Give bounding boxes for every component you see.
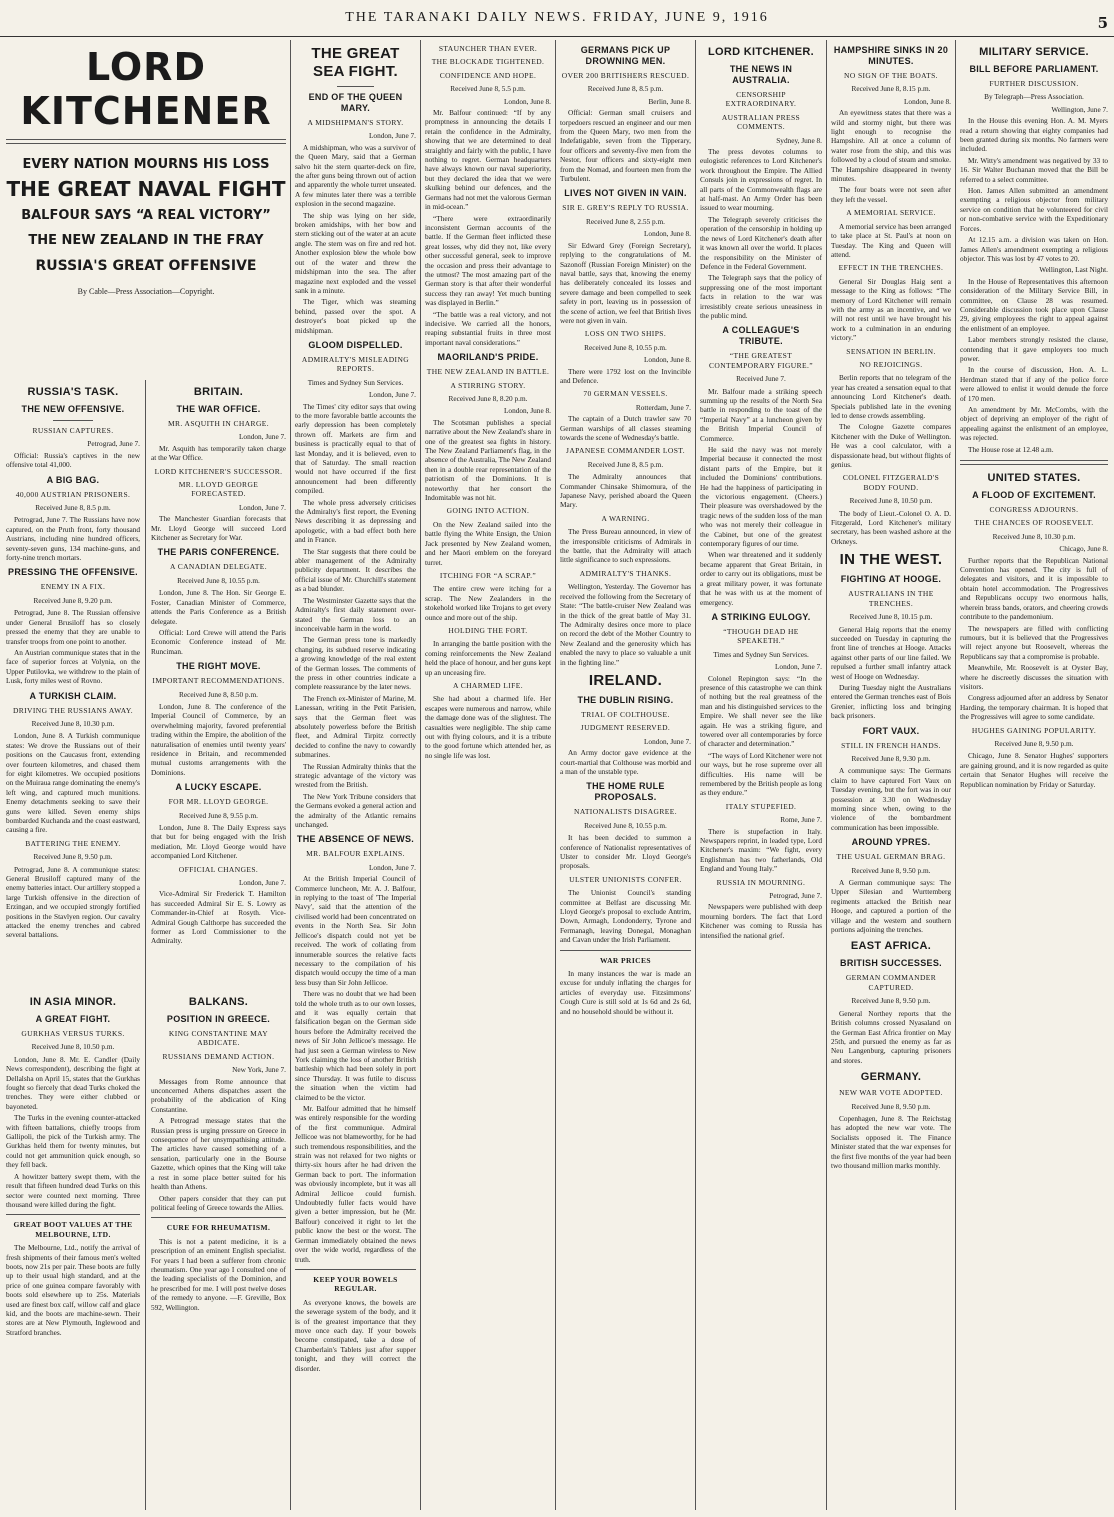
received-line: Received June 8, 9.30 p.m. (851, 753, 931, 763)
article-subhead: THE HOME RULE PROPOSALS. (586, 781, 665, 803)
paragraph: The Westminster Gazette says that the Admiralty's first daily statement over-stated the German loss to an inconceivable harm in the world. (295, 595, 416, 633)
paragraph: The Manchester Guardian forecasts that Mr. Lloyd George will succeed Lord Kitchener as Secretary for War. (151, 514, 286, 543)
received-line: Received June 8, 9.50 p.m. (994, 738, 1074, 748)
paragraph: Colonel Repington says: “In the presence of this catastrophe we can think of nothing but the real greatness of the man and his distinguished services to the Empire. We shall never see the like again. He was a striking figure, and towered over all contemporaries by force of character and determination.” (700, 673, 822, 749)
paragraph: General Haig reports that the enemy succeeded on Tuesday in capturing the front line of trenches at Hooge. Attacks against other parts of our line failed. We repulsed a further small infantry attack west of Hooge on Wednesday. (831, 624, 951, 681)
divider (6, 1214, 140, 1215)
paragraph: A Petrograd message states that the Russian press is urging pressure on Greece in consequence of her unsympathising attitude. The articles have caused something of a sensation, particularly one in the Bourse Gazette, which opines that the King will take a rest in some place better suited for his health than Athens. (151, 1116, 286, 1192)
section-label: FURTHER DISCUSSION. (989, 79, 1079, 88)
paragraph: The Telegraph says that the policy of suppressing one of the most important facts in relation to the war was irresistibly create serious uneasiness in the public mind. (700, 273, 822, 320)
paragraph: There was no doubt that we had been told the whole truth as to our own losses, and it was equally certain that falsification began on the German side hours before the Admiralty received the news of Sir John Jellicoe's message. He had just seen a German wireless to New York claiming the loss of another British battleship which had been solely in port since Thursday. It was futile to discuss the situation when the victim had claimed to be the victor. (295, 989, 416, 1102)
paragraph: The captain of a Dutch trawler saw 70 German warships of all classes steaming towards the scene of Wednesday's battle. (560, 414, 691, 442)
paragraph: An Army doctor gave evidence at the court-martial that Colthouse was morbid and a man of the unstable type. (560, 748, 691, 776)
paragraph: Petrograd, June 8. A communique states: General Brusiloff captured many of the enemy batteries intact. Our artillery stopped a large Turkish offensive in the direction of Erzingan, and we occupied strongly fortified positions in the Stavlyen region. Our cavalry attacked the enemy trenches and cabred several battalions. (6, 864, 140, 940)
received-line: Received June 8, 9.20 p.m. (33, 595, 113, 605)
article-headline: THE GREAT SEA FIGHT. (311, 45, 400, 80)
section-label: CONFIDENCE AND HOPE. (439, 70, 537, 80)
dateline: Wellington, Last Night. (1039, 265, 1108, 275)
masthead-title: THE TARANAKI DAILY NEWS. FRIDAY, JUNE 9, 1916 (345, 10, 769, 25)
paragraph: London, June 8. The Hon. Sir George E. Foster, Canadian Minister of Commerce, attends the Paris Conference as a British delegate. (151, 588, 286, 626)
paragraph: She had about a charmed life. Her escapes were numerous and narrow, while the damage done was of the slightest. The casualties were negligible. The ship came out with flying colours, and it is a tribute to the good fortune which attended her, as no single life was lost. (425, 694, 551, 760)
advert-heading: KEEP YOUR BOWELS REGULAR. (313, 1274, 398, 1294)
paragraph: In the House this evening Hon. A. M. Myers read a return showing that eighty companies had been granted during six months. No farmers were included. (960, 116, 1108, 154)
dateline: Chicago, June 8. (1059, 544, 1108, 554)
article-subhead: THE DUBLIN RISING. (577, 694, 674, 705)
article-subhead: THE ABSENCE OF NEWS. (296, 834, 415, 845)
received-line: By Telegraph—Press Association. (984, 92, 1084, 102)
section-label: LORD KITCHENER'S SUCCESSOR. (154, 466, 283, 476)
received-line: Times and Sydney Sun Services. (713, 649, 809, 659)
dateline: London, June 7. (368, 390, 416, 400)
section-label: ADMIRALTY'S MISLEADING REPORTS. (301, 354, 410, 374)
section-label: GURKHAS VERSUS TURKS. (21, 1029, 125, 1038)
paragraph: Congress adjourned after an address by Senator Harding, the temporary chairman. It is hoped that the Progressives will agree to some candidate. (960, 693, 1108, 722)
paragraph: The Admiralty announces that Commander Chinsake Shimomura, of the Japanese Navy, perished aboard the Queen Mary. (560, 472, 691, 510)
section-label: OVER 200 BRITISHERS RESCUED. (561, 71, 690, 80)
article-headline: RUSSIA'S TASK. (27, 386, 119, 398)
paragraph: The Unionist Council's standing committee at Belfast are discussing Mr. Lloyd George's proposal to exclude Antrim, Down, Armagh, Londonderry, Tyrone and Fermanagh, leaving Donegal, Monaghan and Cavan under the Irish Parliament. (560, 888, 691, 945)
paragraph: The House rose at 12.48 a.m. (968, 444, 1054, 454)
paragraph: “There were extraordinarily inconsistent German accounts of the battle. If the German fleet inflicted these great losses, why did they not, like every other successful general, seek to improve the occasion and press their advantage to the utmost? The most amazing part of the German story is that after their wonderful success they ran away! Yet much bunting was displayed in Berlin.” (425, 213, 551, 308)
section-label: BATTERING THE ENEMY. (25, 838, 121, 848)
article-headline: IRELAND. (588, 671, 663, 689)
article-subhead: BILL BEFORE PARLIAMENT. (969, 64, 1099, 74)
received-line: Received June 8, 9.50 p.m. (851, 1101, 931, 1111)
divider (6, 139, 286, 144)
dateline: London, June 8. (503, 96, 551, 106)
article-russias-task (6, 380, 140, 980)
section-label: NO SIGN OF THE BOATS. (844, 71, 938, 80)
article-subhead: BRITISH SUCCESSES. (840, 958, 942, 969)
paragraph: The Tiger, which was steaming behind, passed over the spot. A destroyer's boat picked up the midshipman. (295, 297, 416, 335)
paragraph: A memorial service has been arranged to take place at St. Paul's at noon on Tuesday. The King and Queen will attend. (831, 221, 951, 259)
article-subhead: MAORILAND'S PRIDE. (437, 352, 539, 363)
article-subhead: AROUND YPRES. (851, 837, 931, 848)
article-balkans (151, 990, 286, 1510)
article-lord-kitchener (700, 40, 822, 1510)
received-line: Received June 8, 8.15 p.m. (851, 84, 931, 94)
paragraph: There were 1792 lost on the Invincible and Defence. (560, 366, 691, 385)
dateline: London, June 8. (643, 355, 691, 365)
received-line: Received June 8, 8.5 p.m. (587, 84, 664, 94)
paragraph: It has been decided to summon a conference of Nationalist representatives of Ulster to consider Mr. Lloyd George's proposals. (560, 833, 691, 871)
paragraph: Meanwhile, Mr. Roosevelt is at Oyster Bay, where he discreetly discusses the situation with visitors. (960, 663, 1108, 691)
section-label: AUSTRALIAN PRESS COMMENTS. (721, 112, 801, 132)
paragraph: In arranging the battle position with the coming reinforcements the New Zealand held the place of honour, and her guns kept up an unceasing fire. (425, 639, 551, 677)
section-label: DRIVING THE RUSSIANS AWAY. (12, 705, 134, 715)
paragraph: He said the navy was not merely Imperial because it connected the most distant parts of the Empire, but it included the Dominions' contributions. He had the happiness of participating in the victorious engagement. (Cheers.) Their pleasure was overshadowed by the tragic news of the sudden loss of the man who was not merely their colleague in the Cabinet, but one of the greatest contemporary figures of our time. (700, 445, 822, 549)
received-line: Received June 8, 10.55 p.m. (584, 342, 667, 352)
paragraph: Official: Lord Crewe will attend the Paris Economic Conference instead of Mr. Runciman. (151, 627, 286, 656)
paragraph: The newspapers are filled with conflicting rumours, but it is believed that the Progressives will reject anyone but Roosevelt, whereas the Republicans say that a compromise is probable. (960, 623, 1108, 661)
article-subhead: THE RIGHT MOVE. (176, 661, 261, 672)
paragraph: The Star suggests that there could be abler management of the Admiralty publicity department. It describes the official issue of Mr. Churchill's statement as a bad blunder. (295, 546, 416, 594)
article-subhead: END OF THE QUEEN MARY. (308, 92, 403, 113)
section-label: A CANADIAN DELEGATE. (170, 562, 267, 572)
paragraph: Petrograd, June 7. The Russians have now captured, on the Pruth front, forty thousand Austrians, including nine hundred officers, seventy-seven guns, 134 machine-guns, and forty-nine trench mortars. (6, 515, 140, 563)
paragraph: Petrograd, June 8. The Russian offensive under General Brusiloff has so closely pressed the enemy that they are unable to transfer troops from one point to another. (6, 608, 140, 646)
article-asia-minor (6, 990, 140, 1510)
section-label: LOSS ON TWO SHIPS. (584, 329, 667, 339)
article-subhead: FORT VAUX. (862, 725, 920, 736)
article-subhead: A GREAT FIGHT. (35, 1014, 111, 1024)
section-label: THE BLOCKADE TIGHTENED. (431, 57, 545, 67)
paragraph: At the British Imperial Council of Commerce luncheon, Mr. A. J. Balfour, in replying to the toast of 'The Imperial Navy', said that the attention of the civilised world had been concentrated on events in the North Sea. Sir John Jellicoe's dispatch could not yet be received. The work of collating from innumerable sources the relative facts necessary to the compilation of his dispatch would occupy the time of a man less busy than Sir John Jellicoe. (295, 874, 416, 987)
section-label: RUSSIA IN MOURNING. (716, 877, 806, 887)
section-label: EFFECT IN THE TRENCHES. (838, 263, 944, 273)
dateline: Berlin, June 8. (648, 96, 691, 106)
section-label: IMPORTANT RECOMMENDATIONS. (152, 676, 285, 686)
article-subhead: THE NEW OFFENSIVE. (21, 404, 125, 414)
paragraph: At 12.15 a.m. a division was taken on Hon. James Allen's amendment exempting a religious objector. This was lost by 47 votes to 20. (960, 235, 1108, 263)
article-subhead: A BIG BAG. (46, 474, 100, 485)
paragraph: Mr. Witty's amendment was negatived by 33 to 16. Sir Walter Buchanan moved that the Bill be referred to a select committee. (960, 155, 1108, 184)
paragraph: The Times' city editor says that owing to the more favorable battle accounts the early depression has been completely thrown off. Markets are firm and business is practically equal to that of last Monday, and it is believed, even to that of Saturday. The small reaction would not have occurred if the first announcement had been differently compiled. (295, 401, 416, 496)
paragraph: A howitzer battery swept them, with the result that fifteen hundred dead Turks on this sector were counted next morning. Three thousand were killed during the fight. (6, 1171, 140, 1209)
section-label: ENEMY IN A FIX. (40, 582, 106, 592)
section-label: “THE GREATEST CONTEMPORARY FIGURE.” (709, 351, 813, 370)
received-line: Received June 8, 8.20 p.m. (448, 394, 528, 403)
banner-headline: LORD KITCHENER (20, 45, 272, 133)
received-line: Received June 7. (736, 374, 786, 384)
dateline: London, June 7. (643, 736, 691, 746)
paragraph: The Scotsman publishes a special narrative about the New Zealand's share in one of the greatest sea fights in history. The New Zealand Parliament's flag, in the absence of the Australia, The New Zealand then in a double rear representation of the patriotism of the Dominions. It is noteworthy that her consort the Indomitable was not hit. (425, 417, 551, 503)
section-label: THE USUAL GERMAN BRAG. (836, 852, 946, 862)
column-rule (290, 40, 291, 1510)
received-line: Received June 8, 9.50 p.m. (33, 852, 113, 862)
paragraph: “The battle was a real victory, and not indecisive. We carried all the honors, reaping substantial fruits in three most important naval considerations.” (425, 309, 551, 347)
dateline: Wellington, June 7. (1051, 104, 1108, 114)
article-headline: UNITED STATES. (987, 472, 1081, 485)
divider (337, 86, 373, 87)
section-label: SENSATION IN BERLIN. (846, 346, 936, 356)
article-staunchter-than-ever (425, 40, 551, 1510)
article-headline: LORD KITCHENER. (708, 46, 814, 58)
article-subhead: GLOOM DISPELLED. (308, 339, 403, 350)
dateline: Rotterdam, June 7. (635, 402, 691, 412)
column-rule (555, 40, 556, 1510)
received-line: Received June 8, 8.5 p.m. (35, 503, 111, 513)
banner-line: BALFOUR SAYS “A REAL VICTORY” (21, 207, 271, 223)
received-line: Received June 8, 2.55 p.m. (585, 216, 666, 226)
dateline: London, June 7. (238, 502, 286, 512)
section-label: KING CONSTANTINE MAY ABDICATE. (168, 1029, 269, 1048)
advert-heading: WAR PRICES (600, 955, 651, 965)
section-label: GOING INTO ACTION. (446, 506, 530, 516)
paragraph: An eyewitness states that there was a wild and stormy night, but there was light enough to recognise the Hampshire. All at once a column of water rose from the ship, and this was followed by a cloud of steam and smoke. The Hampshire disappeared in twenty minutes. (831, 108, 951, 184)
section-label: NATIONALISTS DISAGREE. (574, 807, 677, 817)
paragraph: Hon. James Allen submitted an amendment exempting a religious objector from military service on condition that he volunteered for civil or non-combative service with the Expeditionary Forces. (960, 186, 1108, 233)
paragraph: On the New Zealand sailed into the battle flying the White Ensign, the Union Jack presented by New Zealand women, and her Maori emblem on the foreyard turret. (425, 519, 551, 567)
section-label: HOLDING THE FORT. (448, 625, 528, 635)
section-label: GERMAN COMMANDER CAPTURED. (845, 973, 937, 992)
paragraph: Other papers consider that they can put political feeling of Greece towards the Allies. (151, 1193, 286, 1212)
advert-text: As everyone knows, the bowels are the sewerage system of the body, and it is of the greatest importance that they move once each day. If your bowels become constipated, take a dose of Chamberlain's Tablets just after supper tonight, and they will correct the disorder. (295, 1297, 416, 1373)
article-subhead: A TURKISH CLAIM. (29, 690, 117, 701)
banner-line: THE NEW ZEALAND IN THE FRAY (28, 233, 264, 249)
paragraph: Wellington, Yesterday. The Governor has received the following from the Secretary of State: “The battle-cruiser New Zealand was in the thick of the great battle of May 31. The Admiralty desires once more to place on record the debt of the Mother Country to New Zealand and the generosity which has enabled the navy to place so valuable a unit in the fighting line.” (560, 582, 691, 667)
paragraph: The entire crew were itching for a scrap. The New Zealanders in the stokehold worked like Trojans to get every ounce and more out of the ship. (425, 584, 551, 622)
received-line: Received June 8, 9.55 p.m. (178, 810, 259, 820)
section-label: 40,000 AUSTRIAN PRISONERS. (15, 489, 131, 499)
section-label: HUGHES GAINING POPULARITY. (971, 725, 1097, 735)
section-label: JUDGMENT RESERVED. (580, 723, 671, 733)
section-label: THE NEW ZEALAND IN BATTLE. (426, 367, 550, 377)
section-label: A MEMORIAL SERVICE. (846, 208, 936, 218)
paragraph: The German press tone is markedly changing, its subdued reserve indicating a growing knowledge of the real extent of the German losses. The comments of the press in other countries indicate a complete reassurance by the later news. (295, 635, 416, 692)
article-headline: BRITAIN. (193, 386, 244, 398)
section-label: A WARNING. (601, 513, 650, 523)
paragraph: When war threatened and it suddenly became apparent that Great Britain, in order to carry out its obligations, must be a great military power, it was fortunate that he was with us at the moment of emergency. (700, 550, 822, 607)
paragraph: General Northey reports that the British columns crossed Nyasaland on the German East Africa frontier on May 25th, and pursued the enemy as far as Neu Langenburg, capturing prisoners and stores. (831, 1008, 951, 1065)
section-label: 70 GERMAN VESSELS. (583, 389, 668, 399)
paragraph: A midshipman, who was a survivor of the Queen Mary, said that a German salvo hit the stern quarter-deck on fire, the after guns being thrown out of action and apparently the whole turret unseated. A few minutes later there was a terrible explosion in the second magazine. (295, 142, 416, 209)
article-subhead: POSITION IN GREECE. (166, 1014, 271, 1024)
section-label: ADMIRALTY'S THANKS. (579, 568, 672, 578)
article-subhead: THE WAR OFFICE. (176, 404, 261, 414)
paragraph: Mr. Balfour admitted that he himself was entirely responsible for the wording of the first communique. Admiral Jellicoe was not blameworthy, for he had such tremendous responsibilities, and the strain was not relaxed for two nights or thirty-six hours after he had driven the German back to port. The information was obviously incomplete, but it was all Admiral Jellicoe could furnish. Undoubtedly fuller facts would have given a better impression, but he (Mr. Balfour) conceived it right to let the public know the best or the worst. The German immediately obtained the news over the wide world, regardless of the truth. (295, 1104, 416, 1264)
advert-text: In many instances the war is made an excuse for unduly inflating the charges for articles of everyday use. Fitzsimmons' Cough Cure is still sold at 1s 6d and 2s 6d, and no household should be without it. (560, 969, 691, 1016)
paragraph: An Austrian communique states that in the face of superior forces at Volynia, on the Upper Putilovka, we withdrew to the plain of Lusk, forty miles west of Rovno. (6, 647, 140, 686)
article-subhead: PRESSING THE OFFENSIVE. (8, 567, 138, 578)
article-headline: EAST AFRICA. (850, 940, 932, 953)
article-headline: GERMANY. (860, 1071, 922, 1084)
received-line: Received June 8, 10.50 p.m. (31, 1042, 115, 1052)
article-subhead: A LUCKY ESCAPE. (175, 782, 262, 793)
article-hampshire-sinks (831, 40, 951, 1510)
article-subhead: THE PARIS CONFERENCE. (157, 547, 280, 558)
dateline: London, June 8. (503, 406, 551, 416)
paragraph: Sir Edward Grey (Foreign Secretary), replying to the congratulations of M. Sazonoff (Russian Foreign Minister) on the naval battle, says that, knowing the enemy has deliberately concealed its losses and severe damage and been compelled to seek safety in port, leaving us in possession of the scene of action, we feel that British lives were not given in vain. (560, 240, 691, 325)
divider (295, 1269, 416, 1270)
dateline: London, June 7. (368, 131, 416, 141)
advert-text: This is not a patent medicine, it is a prescription of an eminent English specialist. For years I had been a sufferer from chronic rheumatism. One year ago I consulted one of the leading specialists of the Dominion, and he prescribed for me. I will post twelve doses of the remedy to anyone. —F. Greville, Box 592, Wellington. (151, 1236, 286, 1312)
section-label: STAUNCHER THAN EVER. (438, 44, 538, 53)
received-line: Received June 8, 5.5 p.m. (450, 84, 526, 94)
section-label: OFFICIAL CHANGES. (178, 864, 259, 874)
received-line: Received June 8, 9.50 p.m. (851, 996, 931, 1006)
article-headline: HAMPSHIRE SINKS IN 20 MINUTES. (833, 45, 949, 66)
paragraph: Mr. Asquith has temporarily taken charge at the War Office. (151, 443, 286, 463)
dateline: London, June 7. (368, 862, 416, 872)
dateline: New York, June 7. (232, 1065, 286, 1075)
paragraph: Mr. Balfour continued: “If by any promptness in announcing the details I retain the confidence in the Admiralty, showing that we are determined to deal straightly and fairly with the public, I have nothing to regret. German headquarters have always known our naval superiority, but they declared the idea that we were skulking behind our defences, and the Germans had not met the valorous German in mid-ocean.” (425, 108, 551, 212)
divider (151, 1217, 286, 1218)
paragraph: London, June 8. Mr. E. Candler (Daily News correspondent), describing the fight at Dellalsha on April 15, states that the Gurkhas fought so fiercely that dead Turks choked the trenches. They were either clubbed or bayoneted. (6, 1054, 140, 1111)
article-military-service (960, 40, 1108, 1510)
paragraph: The press devotes columns to eulogistic references to Lord Kitchener's work throughout the Empire. The Allied Consuls join in expressions of regret. In all parts of the Commonwealth flags are at half-mast. An Army Order has been issued to wear mourning. (700, 147, 822, 213)
advert-heading: GREAT BOOT VALUES AT THE MELBOURNE, LTD. (13, 1220, 133, 1239)
received-line: Received June 8, 10.15 p.m. (849, 612, 933, 622)
paragraph: The body of Lieut.-Colonel O. A. D. Fitzgerald, Lord Kitchener's military secretary, has been washed ashore at the Orkneys. (831, 508, 951, 546)
advert-heading: CURE FOR RHEUMATISM. (166, 1223, 271, 1233)
article-headline: IN THE WEST. (839, 551, 943, 569)
paragraph: The New York Tribune considers that the Germans evoked a general action and the admiralty of the Atlantic remains unchanged. (295, 791, 416, 830)
paragraph: A communique says: The Germans claim to have captured Fort Vaux on Tuesday evening, but the fort was in our possession at 3.30 on Wednesday morning since when, owing to the violence of the bombardment communication has been impossible. (831, 766, 951, 832)
section-label: A CHARMED LIFE. (453, 680, 523, 690)
paragraph: The four boats were not seen after they left the vessel. (831, 185, 951, 204)
paragraph: Official: Russia's captives in the new offensive total 41,000. (6, 450, 140, 470)
paragraph: In the House of Representatives this afternoon consideration of the Military Service Bill, in committee, on Clause 28 was resumed. Considerable discussion took place upon Clause 29, giving employees the right to appeal against the enlistment of an employee. (960, 276, 1108, 333)
paragraph: The ship was lying on her side, broken amidships, with her bow and stern sticking out of the water at an acute angle. The stern was on fire and red hot. Another explosion blew the whole bow out of the water and threw the midshipman into the sea. The after magazine next exploded and the vessel sank in a minute. (295, 210, 416, 295)
page-number: 5 (1097, 14, 1108, 32)
section-label: THE CHANCES OF ROOSEVELT. (974, 518, 1094, 528)
dateline: London, June 7. (238, 432, 286, 442)
paragraph: The Press Bureau announced, in view of the irresponsible criticisms of Admirals in the battle, that the Admiralty will attach little significance to such expressions. (560, 527, 691, 565)
paragraph: Chicago, June 8. Senator Hughes' supporters are gaining ground, and it is now regarded as quite certain that Senator Hughes will receive the Republican nomination by Friday or Saturday. (960, 751, 1108, 789)
section-label: MR. ASQUITH IN CHARGE. (167, 419, 270, 428)
column-rule (826, 40, 827, 1510)
section-label: “THOUGH DEAD HE SPEAKETH.” (723, 626, 799, 646)
paragraph: London, June 8. A Turkish communique states: We drove the Russians out of their positions on the Caucasus front, extending over fourteen kilometres, and chased them for eight kilometres. We occupied positions on the Muiraua range dominating the enemy's left wing, and captured much munitions. Enemy detachments seeking to save their guns were killed. Seven enemy ships bombarded Kuchanda and the coast eastward, causing a fire. (6, 731, 140, 835)
paragraph: Labor members strongly resisted the clause, contending that it gave employers too much power. (960, 335, 1108, 363)
section-label: ULSTER UNIONISTS CONFER. (569, 874, 682, 884)
section-label: RUSSIAN CAPTURES. (32, 426, 114, 435)
paragraph: An amendment by Mr. McCombs, with the object of depriving an employer of the right of appealing against the enlistment of an employee, was rejected. (960, 405, 1108, 443)
article-subhead: THE NEWS IN AUSTRALIA. (729, 64, 793, 85)
paragraph: The whole press adversely criticises the Admiralty's first report, the Evening News describing it as depressing and apologetic, with a bad effect both here and in France. (295, 497, 416, 545)
article-great-sea-fight (295, 40, 416, 1510)
article-headline: GERMANS PICK UP DROWNING MEN. (580, 45, 671, 66)
dateline: London, June 8. (903, 96, 951, 106)
banner-line: THE GREAT NAVAL FIGHT (6, 177, 286, 202)
paragraph: Official: German small cruisers and torpedoers rescued an engineer and our men from the Queen Mary, two men from the Indefatigable, seven from the Tipperary, four officers and seventy-five men from the Nestor, four officers and sixty-eight men from the Nomad, and fourteen men from the Turbulent. (560, 108, 691, 184)
column-rule (145, 380, 146, 1510)
paragraph: During Tuesday night the Australians entered the German trenches east of Bois Grenier, inflicting loss and bringing back prisoners. (831, 682, 951, 721)
dateline: Rome, June 7. (780, 815, 822, 825)
dateline: London, June 7. (774, 662, 822, 672)
article-germans-pick-up (560, 40, 691, 1510)
section-label: FOR MR. LLOYD GEORGE. (168, 797, 269, 807)
left-subcolumns (6, 380, 286, 1510)
received-line: Received June 8, 8.5 p.m. (587, 459, 664, 469)
section-label: MR. BALFOUR EXPLAINS. (306, 849, 405, 859)
paragraph: There is stupefaction in Italy. Newspapers reprint, in leaded type, Lord Kitchener's maxim: “We fight, every Englishman has two fatherlands, Old England and Young Italy.” (700, 826, 822, 874)
paragraph: The Russian Admiralty thinks that the strategic advantage of the victory was wrested from the British. (295, 761, 416, 790)
article-headline: IN ASIA MINOR. (29, 996, 117, 1008)
section-label: A STIRRING STORY. (450, 380, 526, 390)
section-label: SIR E. GREY'S REPLY TO RUSSIA. (562, 203, 689, 213)
section-label: CENSORSHIP EXTRAORDINARY. (725, 90, 797, 109)
paragraph: Newspapers were published with deep mourning borders. The fact that Lord Kitchener was coming to Russia has intensified the national grief. (700, 902, 822, 940)
dateline: Petrograd, June 7. (87, 439, 140, 449)
banner-line: RUSSIA'S GREAT OFFENSIVE (35, 257, 257, 274)
paragraph: Berlin reports that no telegram of the year has created a sensation equal to that announcing Lord Kitchener's death. Specials published late in the evening led to dense crowds assembling. (831, 373, 951, 420)
dateline: London, June 8. (643, 229, 691, 239)
section-label: CONGRESS ADJOURNS. (989, 505, 1079, 515)
paragraph: Messages from Rome announce that unconcerned Athens dispatches assert the probability of the abdication of King Constantine. (151, 1076, 286, 1114)
dateline: London, June 7. (238, 878, 286, 888)
dateline: Sydney, June 8. (776, 135, 822, 145)
column-rule (695, 40, 696, 1510)
received-line: Received June 8, 9.50 p.m. (851, 865, 931, 875)
section-label: RUSSIANS DEMAND ACTION. (162, 1051, 275, 1061)
column-rule (420, 40, 421, 1510)
article-britain (151, 380, 286, 980)
article-subhead: FIGHTING AT HOOGE. (840, 574, 942, 585)
column-rule (955, 40, 956, 1510)
divider (560, 950, 691, 951)
received-line: Received June 8, 10.50 p.m. (849, 496, 933, 506)
received-line: Received June 8, 10.55 p.m. (584, 820, 667, 830)
divider (53, 420, 93, 421)
cable-credit: By Cable—Press Association—Copyright. (77, 287, 215, 297)
article-headline: BALKANS. (188, 996, 249, 1008)
paragraph: Copenhagen, June 8. The Reichstag has adopted the new war vote. The Socialists opposed it. The Finance Minister stated that the war expenses for the first five months of the year had been two thousand million marks monthly. (831, 1113, 951, 1170)
advert-text: The Melbourne, Ltd., notify the arrival of fresh shipments of their famous men's welted boots, now 21s per pair. These boots are fully up to their usual high standard, and at the price of one guinea compare favorably with boots sold elsewhere up to 25s. Materials used are finest box calf, willow calf and glace kid, and the boots are machine-sewn. Their stores are at New Plymouth, Inglewood and Stratford branches. (6, 1243, 140, 1337)
section-label: MR. LLOYD GEORGE FORECASTED. (178, 480, 259, 499)
section-label: TRIAL OF COLTHOUSE. (581, 709, 670, 719)
article-headline: MILITARY SERVICE. (979, 46, 1089, 58)
paragraph: A German communique says: The Upper Silesian and Wurttemberg regiments attacked the British near Hooge, and captured a portion of the village and the western and southern portions adjoining the trenches. (831, 878, 951, 935)
section-label: JAPANESE COMMANDER LOST. (566, 446, 685, 456)
paragraph: Further reports that the Republican National Convention has opened. The city is full of delegates and visitors, and it is impossible to obtain hotel accommodation. The Progressives and Republicans occupy two enormous halls, wherein brass bands, orators, and cheering crowds contribute to the pandemonium. (960, 555, 1108, 622)
paragraph: The French ex-Minister of Marine, M. Lanessan, writing in the Petit Parisien, says that the German fleet was absolutely powerless before the British fleet, and Admiral Tirpitz correctly decided to confine the navy to cowardly submarines. (295, 693, 416, 760)
section-label: NEW WAR VOTE ADOPTED. (839, 1088, 943, 1098)
banner-line: EVERY NATION MOURNS HIS LOSS (22, 157, 270, 172)
paragraph: London, June 8. The conference of the Imperial Council of Commerce, by an overwhelming majority, favored preferential trading within the Empire, the abolition of the naturalisation of enemies until twenty years' residence in Britain, and recommended mutual customs arrangements with the Dominions. (151, 701, 286, 777)
divider (960, 460, 1108, 465)
paragraph: The Turks in the evening counter-attacked with fifteen battalions, chiefly troops from Gallipoli, the pick of the Turkish army. The Gurkhas held them for twenty minutes, but could not get ammunition quick enough, so they fell back. (6, 1113, 140, 1170)
received-line: Received June 8, 8.50 p.m. (178, 689, 259, 699)
received-line: Received June 8, 10.30 p.m. (31, 718, 115, 728)
received-line: Received June 8, 10.55 p.m. (177, 575, 260, 585)
article-subhead: A STRIKING EULOGY. (711, 611, 811, 622)
paragraph: General Sir Douglas Haig sent a message to the King as follows: “The memory of Lord Kitchener will remain with the army as an incentive, and we will not rest until we have brought his work to a culmination in an enduring victory.” (831, 276, 951, 343)
masthead (0, 0, 1114, 37)
paragraph: London, June 8. The Daily Express says that but for being engaged with the Irish mediation, Mr. Lloyd George would have accompanied Lord Kitchener. (151, 823, 286, 861)
banner (6, 45, 286, 296)
left-section (6, 40, 286, 1510)
section-label: A MIDSHIPMAN'S STORY. (307, 118, 404, 127)
paragraph: “The ways of Lord Kitchener were not our ways, but he rose supreme over all difficulties. His name will be remembered by the British people as long as they endure.” (700, 750, 822, 798)
section-label: ITALY STUPEFIED. (725, 801, 797, 811)
section-label: ITCHING FOR “A SCRAP.” (439, 570, 537, 580)
dateline: Petrograd, June 7. (769, 891, 822, 901)
paragraph: The Telegraph severely criticises the operation of the censorship in holding up the news of Lord Kitchener's death after it was known all over the world. It places the responsibility on the Minister of Defence in the Federal Government. (700, 214, 822, 271)
section-label: COLONEL FITZGERALD'S BODY FOUND. (842, 473, 940, 492)
paragraph: Mr. Balfour made a striking speech summing up the results of the North Sea battle in responding to the toast of the “Imperial Navy” at a luncheon given by the British Imperial Council of Commerce. (700, 386, 822, 443)
paragraph: Vice-Admiral Sir Frederick T. Hamilton has succeeded Admiral Sir E. S. Lowry as Commander-in-Chief at Rosyth. Vice-Admiral Gough Calthorpe has succeeded the former as Lord Commissioner to the Admiralty. (151, 889, 286, 946)
paragraph: In the course of discussion, Hon. A. L. Herdman stated that if any of the police force were allowed to enlist it would denude the force of 170 men. (960, 365, 1108, 403)
paragraph: The Cologne Gazette compares Kitchener with the Duke of Wellington. He was a cool calculator, with a dispassionate head, but without flights of genius. (831, 422, 951, 470)
received-line: Times and Sydney Sun Services. (307, 377, 404, 387)
section-label: NO REJOICINGS. (859, 359, 923, 369)
article-subhead: LIVES NOT GIVEN IN VAIN. (564, 188, 687, 199)
article-subhead: A FLOOD OF EXCITEMENT. (972, 490, 1096, 501)
section-label: AUSTRALIANS IN THE TRENCHES. (848, 589, 934, 608)
received-line: Received June 8, 10.30 p.m. (992, 531, 1076, 541)
section-label: STILL IN FRENCH HANDS. (841, 740, 941, 750)
article-subhead: A COLLEAGUE'S TRIBUTE. (722, 325, 800, 347)
